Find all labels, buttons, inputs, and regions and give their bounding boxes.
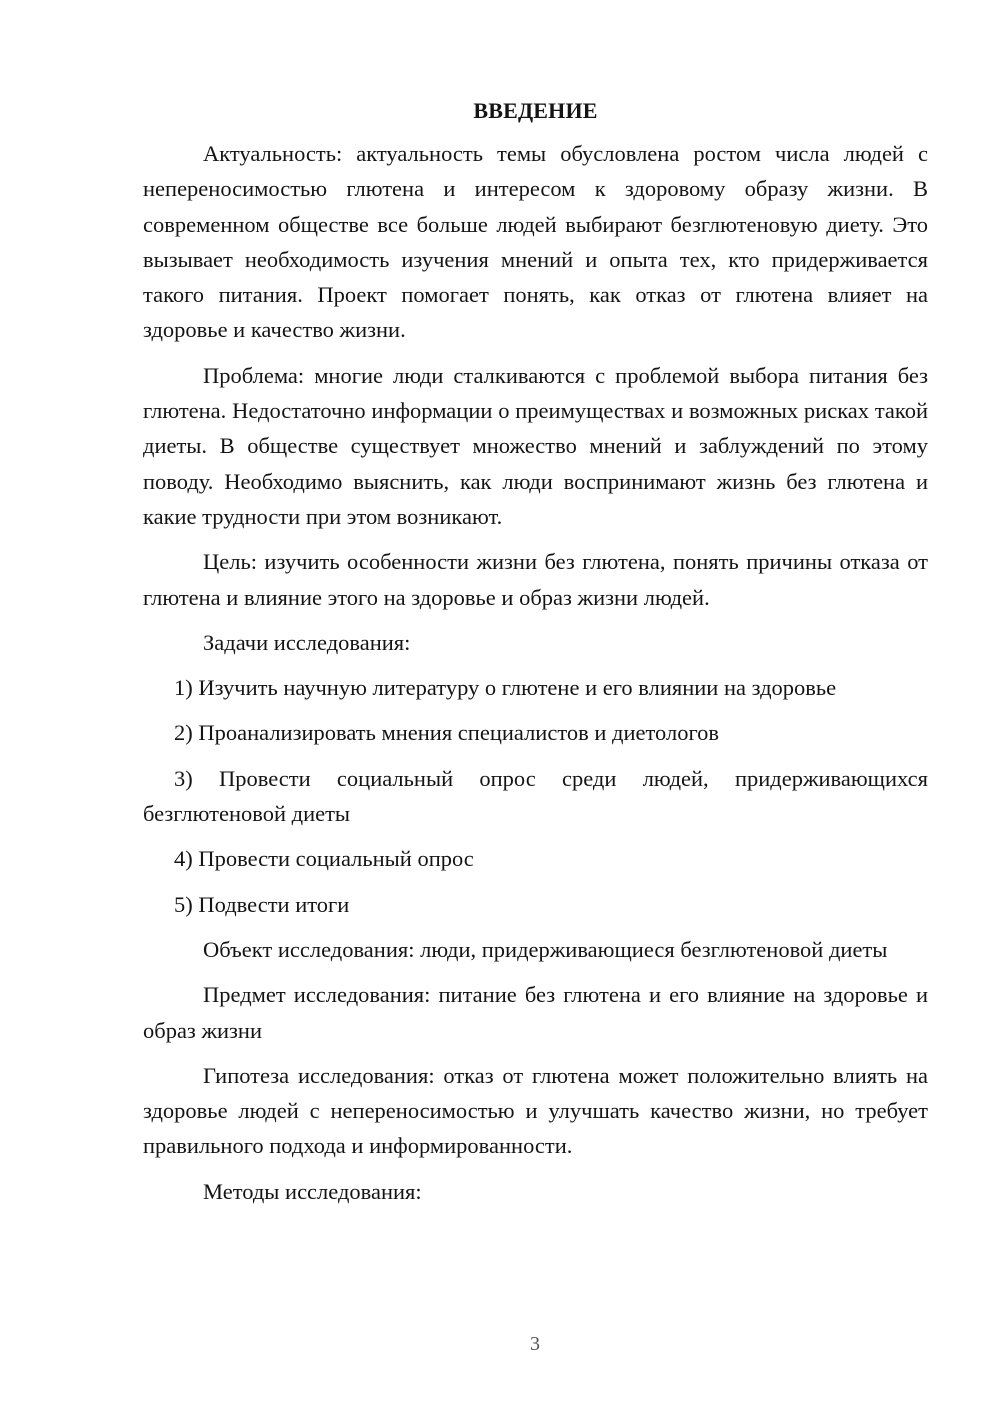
paragraph-object: Объект исследования: люди, придерживающиеся безглютеновой диеты	[203, 936, 888, 962]
task-item-3: 3) Провести социальный опрос среди людей, придерживающихся безглютеновой диеты	[143, 765, 928, 827]
task-item-4: 4) Провести социальный опрос	[174, 846, 474, 872]
document-page	[143, 96, 928, 1219]
paragraph-methods-heading: Методы исследования:	[203, 1178, 422, 1204]
page-number: 3	[530, 1333, 540, 1355]
paragraph-relevance: Актуальность: актуальность темы обусловлена ростом числа людей с непереносимостью глютена и интересом к здоровому образу жизни. В современном обществе все больше людей выбирают безглютеновую диету. Это вызывает необходимость изучения мнений и опыта тех, кто придерживается такого питания. Проект помогает понять, как отказ от глютена влияет на здоровье и качество жизни.	[143, 141, 928, 343]
task-item-5: 5) Подвести итоги	[174, 891, 350, 917]
paragraph-subject: Предмет исследования: питание без глютена и его влияние на здоровье и образ жизни	[143, 982, 928, 1043]
section-title: ВВЕДЕНИЕ	[473, 98, 598, 123]
task-item-1: 1) Изучить научную литературу о глютене и его влиянии на здоровье	[174, 675, 837, 701]
paragraph-hypothesis: Гипотеза исследования: отказ от глютена может положительно влиять на здоровье людей с непереносимостью и улучшать качество жизни, но требует правильного подхода и информированности.	[143, 1062, 928, 1159]
paragraph-problem: Проблема: многие люди сталкиваются с проблемой выбора питания без глютена. Недостаточно информации о преимуществах и возможных рисках такой диеты. В обществе существует множество мнений и заблуждений по этому поводу. Необходимо выяснить, как люди воспринимают жизнь без глютена и какие трудности при этом возникают.	[143, 362, 928, 529]
paragraph-tasks-heading: Задачи исследования:	[203, 629, 411, 655]
task-item-2: 2) Проанализировать мнения специалистов и диетологов	[174, 720, 720, 746]
paragraph-goal: Цель: изучить особенности жизни без глютена, понять причины отказа от глютена и влияние этого на здоровье и образ жизни людей.	[143, 549, 928, 610]
